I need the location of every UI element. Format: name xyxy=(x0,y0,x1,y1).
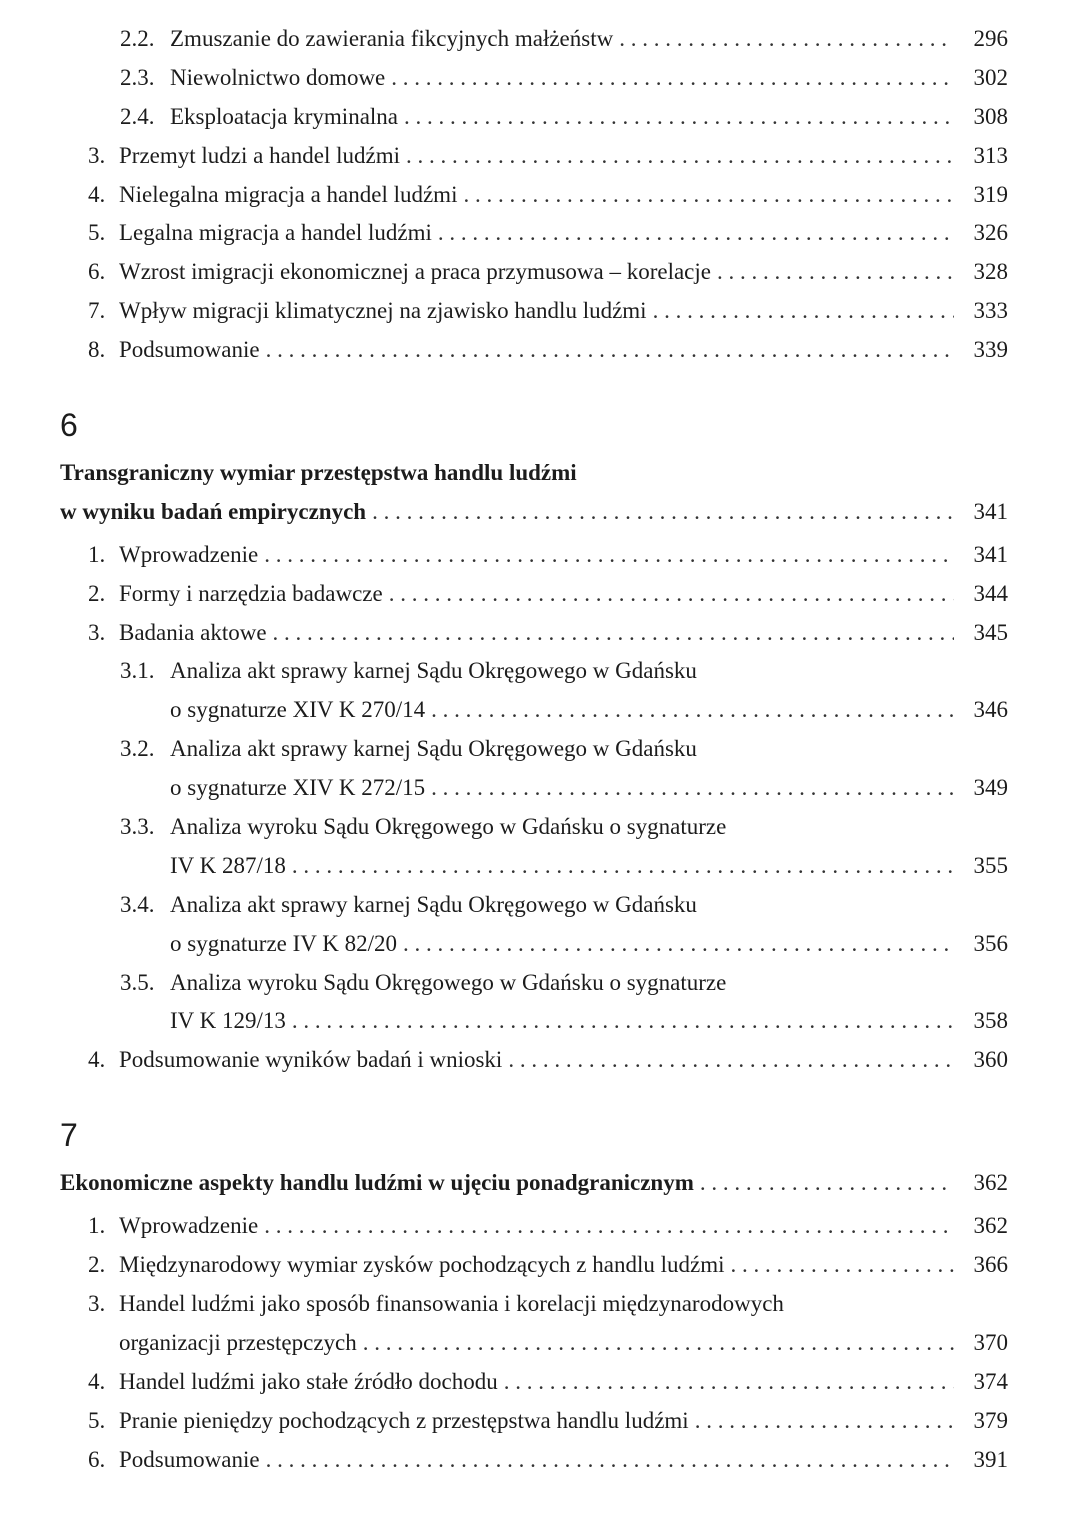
page-number: 344 xyxy=(973,580,1008,606)
toc-entry[interactable]: 1. Wprowadzenie . . . 341 xyxy=(60,536,1008,575)
toc-entry[interactable]: 4. Podsumowanie wyników badań i wnioski . . . 360 xyxy=(60,1041,1008,1080)
page-number: 391 xyxy=(973,1446,1008,1472)
page-number: 360 xyxy=(973,1047,1008,1073)
dot-leader xyxy=(363,1324,954,1363)
toc-entry[interactable]: 4. Nielegalna migracja a handel ludźmi . . . 319 xyxy=(60,176,1008,215)
toc-entry[interactable]: 5. Pranie pieniędzy pochodzących z przestępstwa handlu ludźmi . . . 379 xyxy=(60,1402,1008,1441)
dot-leader xyxy=(463,176,954,215)
page-number: 374 xyxy=(973,1368,1008,1394)
toc-entry[interactable]: 3. Przemyt ludzi a handel ludźmi . . . 313 xyxy=(60,137,1008,176)
page-number: 313 xyxy=(973,142,1008,168)
dot-leader xyxy=(264,536,954,575)
toc-entry-cont[interactable]: organizacji przestępczych . . . 370 xyxy=(60,1324,1008,1363)
dot-leader xyxy=(391,59,954,98)
page-number: 341 xyxy=(973,498,1008,524)
toc-entry[interactable]: 2.4. Eksploatacja kryminalna . . . 308 xyxy=(60,98,1008,137)
page-number: 379 xyxy=(973,1407,1008,1433)
chapter-title[interactable]: Ekonomiczne aspekty handlu ludźmi w ujęciu ponadgranicznym . . . 362 xyxy=(60,1164,1008,1203)
dot-leader xyxy=(731,1246,955,1285)
chapter-number: 7 xyxy=(60,1117,78,1154)
dot-leader xyxy=(389,575,954,614)
page-number: 339 xyxy=(973,337,1008,363)
dot-leader xyxy=(431,769,954,808)
dot-leader xyxy=(266,1441,954,1480)
dot-leader xyxy=(438,214,954,253)
toc-entry[interactable]: 2.2. Zmuszanie do zawierania fikcyjnych małżeństw . . . 296 xyxy=(60,20,1008,59)
toc-entry-cont[interactable]: IV K 129/13 . . . 358 xyxy=(60,1002,1008,1041)
chapter-title[interactable]: Transgraniczny wymiar przestępstwa handlu ludźmi xyxy=(60,460,577,486)
page-number: 362 xyxy=(973,1213,1008,1239)
dot-leader xyxy=(619,20,954,59)
page-number: 328 xyxy=(973,259,1008,285)
page-number: 362 xyxy=(973,1170,1008,1196)
toc-entry[interactable]: 3.4. Analiza akt sprawy karnej Sądu Okręgowego w Gdańsku xyxy=(120,891,697,917)
page-number: 356 xyxy=(973,930,1008,956)
page-number: 308 xyxy=(973,103,1008,129)
page-number: 326 xyxy=(973,220,1008,246)
dot-leader xyxy=(700,1164,954,1203)
toc-entry-cont[interactable]: o sygnaturze XIV K 272/15 . . . 349 xyxy=(60,769,1008,808)
toc-entry[interactable]: 8. Podsumowanie . . . 339 xyxy=(60,331,1008,370)
chapter-number: 6 xyxy=(60,407,78,444)
page-number: 346 xyxy=(973,697,1008,723)
toc-entry[interactable]: 3.1. Analiza akt sprawy karnej Sądu Okręgowego w Gdańsku xyxy=(120,658,697,684)
toc-entry-cont[interactable]: o sygnaturze XIV K 270/14 . . . 346 xyxy=(60,691,1008,730)
dot-leader xyxy=(695,1402,954,1441)
toc-entry[interactable]: 3.2. Analiza akt sprawy karnej Sądu Okręgowego w Gdańsku xyxy=(120,736,697,762)
dot-leader xyxy=(504,1363,954,1402)
dot-leader xyxy=(653,292,954,331)
page-number: 370 xyxy=(973,1329,1008,1355)
toc-entry-cont[interactable]: IV K 287/18 . . . 355 xyxy=(60,847,1008,886)
page-number: 358 xyxy=(973,1008,1008,1034)
toc-entry[interactable]: 3.5. Analiza wyroku Sądu Okręgowego w Gdańsku o sygnaturze xyxy=(120,969,727,995)
dot-leader xyxy=(264,1207,954,1246)
toc-entry[interactable]: 6. Wzrost imigracji ekonomicznej a praca przymusowa – korelacje . . . 328 xyxy=(60,253,1008,292)
page-number: 341 xyxy=(973,541,1008,567)
page-number: 355 xyxy=(973,852,1008,878)
dot-leader xyxy=(403,925,954,964)
dot-leader xyxy=(717,253,954,292)
page-number: 349 xyxy=(973,775,1008,801)
toc-entry[interactable]: 6. Podsumowanie . . . 391 xyxy=(60,1441,1008,1480)
toc-entry[interactable]: 3. Handel ludźmi jako sposób finansowania i korelacji międzynarodowych xyxy=(88,1290,784,1316)
chapter-title-cont[interactable]: w wyniku badań empirycznych . . . 341 xyxy=(60,493,1008,532)
page-number: 333 xyxy=(973,298,1008,324)
dot-leader xyxy=(508,1041,954,1080)
toc-entry[interactable]: 3. Badania aktowe . . . 345 xyxy=(60,614,1008,653)
dot-leader xyxy=(372,493,954,532)
page-number: 296 xyxy=(973,26,1008,51)
dot-leader xyxy=(266,331,954,370)
dot-leader xyxy=(404,98,954,137)
toc-entry[interactable]: 2. Formy i narzędzia badawcze . . . 344 xyxy=(60,575,1008,614)
page-number: 366 xyxy=(973,1252,1008,1278)
toc-entry[interactable]: 3.3. Analiza wyroku Sądu Okręgowego w Gdańsku o sygnaturze xyxy=(120,814,727,840)
page-number: 345 xyxy=(973,619,1008,645)
toc-entry-cont[interactable]: o sygnaturze IV K 82/20 . . . 356 xyxy=(60,925,1008,964)
toc-entry[interactable]: 2.3. Niewolnictwo domowe . . . 302 xyxy=(60,59,1008,98)
dot-leader xyxy=(431,691,954,730)
toc-entry[interactable]: 7. Wpływ migracji klimatycznej na zjawisko handlu ludźmi . . . 333 xyxy=(60,292,1008,331)
page-number: 319 xyxy=(973,181,1008,207)
toc-entry[interactable]: 5. Legalna migracja a handel ludźmi . . . 326 xyxy=(60,214,1008,253)
toc-entry[interactable]: 2. Międzynarodowy wymiar zysków pochodzących z handlu ludźmi . . . 366 xyxy=(60,1246,1008,1285)
toc-entry[interactable]: 4. Handel ludźmi jako stałe źródło dochodu . . . 374 xyxy=(60,1363,1008,1402)
dot-leader xyxy=(273,614,954,653)
page-number: 302 xyxy=(973,64,1008,90)
dot-leader xyxy=(292,847,954,886)
toc-entry[interactable]: 1. Wprowadzenie . . . 362 xyxy=(60,1207,1008,1246)
dot-leader xyxy=(292,1002,954,1041)
dot-leader xyxy=(406,137,954,176)
table-of-contents xyxy=(60,20,1008,1479)
